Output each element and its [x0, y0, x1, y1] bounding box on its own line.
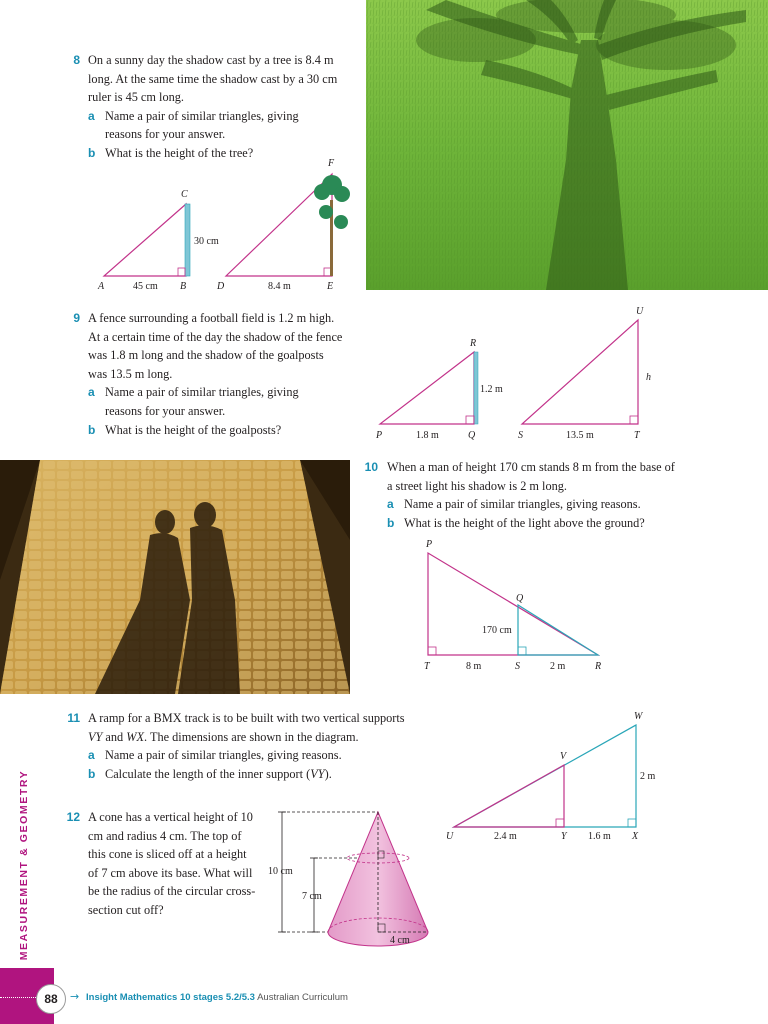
part-b-letter: b — [88, 145, 96, 160]
svg-text:4 cm: 4 cm — [390, 935, 410, 946]
question-9-number: 9 — [73, 311, 80, 325]
svg-text:2 m: 2 m — [640, 771, 656, 782]
svg-text:R: R — [470, 338, 477, 349]
svg-text:P: P — [376, 430, 383, 441]
question-12-text: A cone has a vertical height of 10 cm and radius 4 cm. The top of this cone is sliced off at a height of 7 cm above its base. What will be the radius of the circular cross-section cut off? — [88, 810, 256, 917]
triangle-qsr — [518, 605, 598, 655]
svg-text:B: B — [180, 281, 187, 292]
question-9-stem: A fence surrounding a football field is 1.2 m high. At a certain time of the day the shadow of the fence was 1.8 m long and the shadow of the goalposts was 13.5 m long. — [88, 311, 343, 381]
svg-text:T: T — [424, 661, 430, 672]
svg-text:E: E — [327, 281, 334, 292]
svg-text:1.6 m: 1.6 m — [588, 831, 611, 842]
triangle-uvy — [454, 765, 564, 827]
tree-icon — [314, 175, 350, 276]
question-9-diagram — [370, 300, 670, 445]
svg-text:h: h — [646, 372, 651, 383]
tree-shadow-photo — [366, 0, 768, 290]
page-number-badge — [36, 984, 66, 1014]
question-11-part-b: b Calculate the length of the inner support (VY). — [88, 765, 448, 784]
part-a-letter: a — [88, 385, 95, 400]
svg-text:P: P — [426, 539, 433, 550]
footer-arrow-icon: → — [70, 990, 80, 1003]
svg-text:A: A — [98, 281, 105, 292]
part-b-letter: b — [88, 422, 96, 437]
svg-text:U: U — [636, 306, 644, 317]
question-8-text — [88, 51, 358, 163]
question-10-part-b: b What is the height of the light above the ground? — [387, 514, 677, 533]
question-10-part-a: a Name a pair of similar triangles, giving reasons. — [387, 495, 677, 514]
svg-text:10 cm: 10 cm — [268, 866, 293, 877]
question-12-cone-diagram — [262, 800, 442, 960]
footer-title: Insight Mathematics 10 stages 5.2/5.3 Australian Curriculum — [86, 992, 348, 1003]
question-8-part-b: b What is the height of the tree? — [88, 144, 358, 163]
page-footer — [0, 968, 768, 1024]
ruler — [185, 204, 190, 276]
triangle-stu — [522, 320, 638, 424]
svg-text:30 cm: 30 cm — [194, 236, 219, 247]
question-12-number: 12 — [66, 810, 80, 824]
svg-text:45 cm: 45 cm — [133, 281, 158, 292]
question-9-part-a: a Name a pair of similar triangles, giving reasons for your answer. — [88, 385, 299, 418]
question-10-number: 10 — [364, 460, 378, 474]
svg-text:S: S — [515, 661, 520, 672]
svg-text:2.4 m: 2.4 m — [494, 831, 517, 842]
svg-text:1.2 m: 1.2 m — [480, 384, 503, 395]
svg-text:D: D — [217, 281, 225, 292]
svg-text:7 cm: 7 cm — [302, 891, 322, 902]
svg-text:S: S — [518, 430, 523, 441]
svg-text:R: R — [595, 661, 602, 672]
question-11-stem-line1: A ramp for a BMX track is to be built with two vertical supports — [88, 711, 405, 725]
page-number: 88 — [44, 992, 58, 1006]
part-a-letter: a — [88, 748, 95, 763]
svg-text:Q: Q — [516, 593, 524, 604]
svg-text:X: X — [632, 831, 639, 842]
svg-text:U: U — [446, 831, 454, 842]
sidebar-strand-label: MEASUREMENT & GEOMETRY — [18, 769, 30, 961]
svg-text:T: T — [634, 430, 640, 441]
question-9-text — [88, 309, 344, 439]
part-a-letter: a — [88, 108, 95, 123]
svg-text:2 m: 2 m — [550, 661, 566, 672]
footer-dotted-rule — [0, 997, 40, 998]
question-8-number: 8 — [73, 53, 80, 67]
cobblestone-shadow-photo — [0, 460, 350, 694]
svg-text:170 cm: 170 cm — [482, 625, 512, 636]
question-11-part-a: a Name a pair of similar triangles, giving reasons. — [88, 746, 448, 765]
part-a-letter: a — [387, 497, 394, 512]
svg-text:8.4 m: 8.4 m — [268, 281, 291, 292]
question-11-number: 11 — [67, 711, 80, 725]
question-10-stem: When a man of height 170 cm stands 8 m from the base of a street light his shadow is 2 m long. — [387, 460, 675, 493]
svg-text:C: C — [181, 189, 188, 200]
svg-text:Q: Q — [468, 430, 476, 441]
question-9-part-b: b What is the height of the goalposts? — [88, 421, 344, 440]
question-8-part-a: a Name a pair of similar triangles, giving reasons for your answer. — [88, 108, 299, 142]
svg-text:8 m: 8 m — [466, 661, 482, 672]
question-10-text — [387, 458, 677, 532]
part-b-letter: b — [387, 515, 395, 530]
svg-text:V: V — [560, 751, 567, 762]
triangle-abc — [104, 204, 186, 276]
question-10-diagram — [414, 535, 624, 675]
svg-text:13.5 m: 13.5 m — [566, 430, 594, 441]
svg-text:F: F — [328, 158, 335, 169]
question-8-diagram — [90, 150, 360, 295]
svg-text:Y: Y — [561, 831, 567, 842]
svg-text:1.8 m: 1.8 m — [416, 430, 439, 441]
question-11-diagram — [440, 705, 670, 845]
svg-text:W: W — [634, 711, 643, 722]
part-b-letter: b — [88, 766, 96, 781]
question-11-stem-line2: VY and WX. The dimensions are shown in the diagram. — [88, 729, 359, 744]
question-8-stem: On a sunny day the shadow cast by a tree is 8.4 m long. At the same time the shadow cast by a 30 cm ruler is 45 cm long. — [88, 53, 338, 105]
triangle-pqr — [380, 352, 474, 424]
question-11-text — [88, 709, 448, 783]
